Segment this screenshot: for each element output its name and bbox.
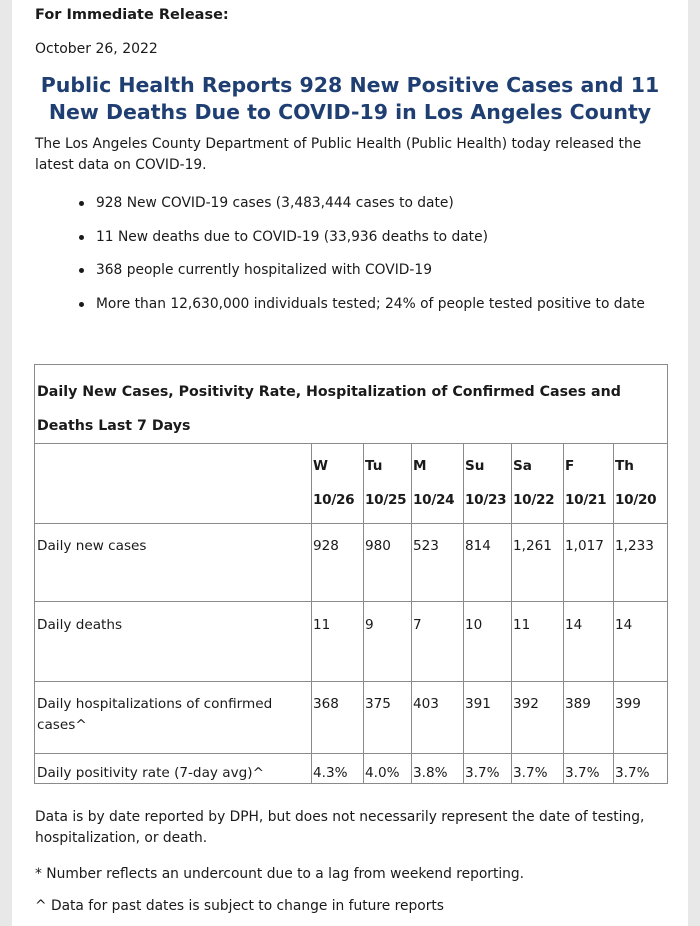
grid-line bbox=[563, 443, 564, 783]
table-cell: 523 bbox=[413, 538, 439, 554]
table-cell: 403 bbox=[413, 696, 439, 712]
press-release-page bbox=[12, 0, 688, 926]
table-cell: 928 bbox=[313, 538, 339, 554]
column-date: 10/23 bbox=[465, 492, 507, 508]
release-date: October 26, 2022 bbox=[35, 41, 158, 57]
headline: Public Health Reports 928 New Positive Cases and 11 New Deaths Due to COVID-19 in Los Angeles County bbox=[40, 73, 660, 124]
table-cell: 9 bbox=[365, 617, 374, 633]
column-date: 10/24 bbox=[413, 492, 455, 508]
table-cell: 391 bbox=[465, 696, 491, 712]
column-day: Sa bbox=[513, 458, 532, 474]
row-label: Daily deaths bbox=[37, 617, 123, 633]
grid-line bbox=[35, 681, 667, 682]
table-cell: 11 bbox=[313, 617, 331, 633]
grid-line bbox=[363, 443, 364, 783]
column-day: W bbox=[313, 458, 328, 474]
list-item-text: 928 New COVID-19 cases (3,483,444 cases to date) bbox=[96, 195, 454, 211]
row-label: Daily positivity rate (7-day avg)^ bbox=[37, 765, 264, 781]
grid-line bbox=[463, 443, 464, 783]
column-day: Tu bbox=[365, 458, 383, 474]
list-item bbox=[74, 260, 645, 294]
column-date: 10/25 bbox=[365, 492, 407, 508]
table-cell: 14 bbox=[615, 617, 633, 633]
table-cell: 1,233 bbox=[615, 538, 654, 554]
list-item-text: 368 people currently hospitalized with COVID-19 bbox=[96, 262, 432, 278]
column-day: M bbox=[413, 458, 427, 474]
table-cell: 3.7% bbox=[513, 765, 548, 781]
footnote-undercount: * Number reflects an undercount due to a lag from weekend reporting. bbox=[35, 866, 525, 882]
grid-line bbox=[411, 443, 412, 783]
table-cell: 1,261 bbox=[513, 538, 552, 554]
column-day: Th bbox=[615, 458, 634, 474]
row-label: Daily hospitalizations of confirmed cases^ bbox=[37, 696, 273, 733]
list-item bbox=[74, 294, 645, 328]
list-item bbox=[74, 227, 645, 261]
bullet-icon bbox=[79, 201, 84, 206]
grid-line bbox=[511, 443, 512, 783]
table-cell: 11 bbox=[513, 617, 531, 633]
table-cell: 980 bbox=[365, 538, 391, 554]
row-label: Daily new cases bbox=[37, 538, 147, 554]
column-date: 10/20 bbox=[615, 492, 657, 508]
table-cell: 7 bbox=[413, 617, 422, 633]
table-cell: 814 bbox=[465, 538, 491, 554]
column-date: 10/26 bbox=[313, 492, 355, 508]
stats-table bbox=[34, 364, 668, 784]
list-item bbox=[74, 193, 645, 227]
table-cell: 4.0% bbox=[365, 765, 400, 781]
grid-line bbox=[311, 443, 312, 783]
list-item-text: 11 New deaths due to COVID-19 (33,936 deaths to date) bbox=[96, 228, 488, 245]
list-item-text: More than 12,630,000 individuals tested; 24% of people tested positive to date bbox=[96, 295, 645, 312]
footnote-reporting: Data is by date reported by DPH, but does not necessarily represent the date of testing, hospitalization, or death. bbox=[35, 809, 645, 846]
grid-line bbox=[35, 443, 667, 444]
grid-line bbox=[35, 523, 667, 524]
column-day: F bbox=[565, 458, 575, 474]
table-cell: 4.3% bbox=[313, 765, 348, 781]
table-cell: 368 bbox=[313, 696, 339, 712]
grid-line bbox=[35, 601, 667, 602]
bullet-icon bbox=[79, 268, 84, 273]
table-cell: 3.7% bbox=[565, 765, 600, 781]
release-label: For Immediate Release: bbox=[35, 7, 229, 23]
table-cell: 1,017 bbox=[565, 538, 604, 554]
table-cell: 399 bbox=[615, 696, 641, 712]
table-cell: 375 bbox=[365, 696, 391, 712]
table-cell: 3.7% bbox=[615, 765, 650, 781]
grid-line bbox=[613, 443, 614, 783]
table-cell: 3.8% bbox=[413, 765, 448, 781]
table-cell: 389 bbox=[565, 696, 591, 712]
table-cell: 10 bbox=[465, 617, 483, 633]
footnote-subject-to-change: ^ Data for past dates is subject to change in future reports bbox=[35, 898, 444, 914]
grid-line bbox=[35, 753, 667, 754]
column-date: 10/22 bbox=[513, 492, 555, 508]
bullet-icon bbox=[79, 302, 84, 307]
intro-paragraph: The Los Angeles County Department of Public Health (Public Health) today released the latest data on COVID-19. bbox=[35, 136, 642, 173]
table-title: Daily New Cases, Positivity Rate, Hospitalization of Confirmed Cases and Deaths Last 7 Days bbox=[37, 384, 621, 434]
table-cell: 3.7% bbox=[465, 765, 500, 781]
summary-list bbox=[74, 193, 645, 327]
column-day: Su bbox=[465, 458, 485, 474]
bullet-icon bbox=[79, 235, 84, 240]
column-date: 10/21 bbox=[565, 492, 607, 508]
table-cell: 14 bbox=[565, 617, 583, 633]
table-cell: 392 bbox=[513, 696, 539, 712]
